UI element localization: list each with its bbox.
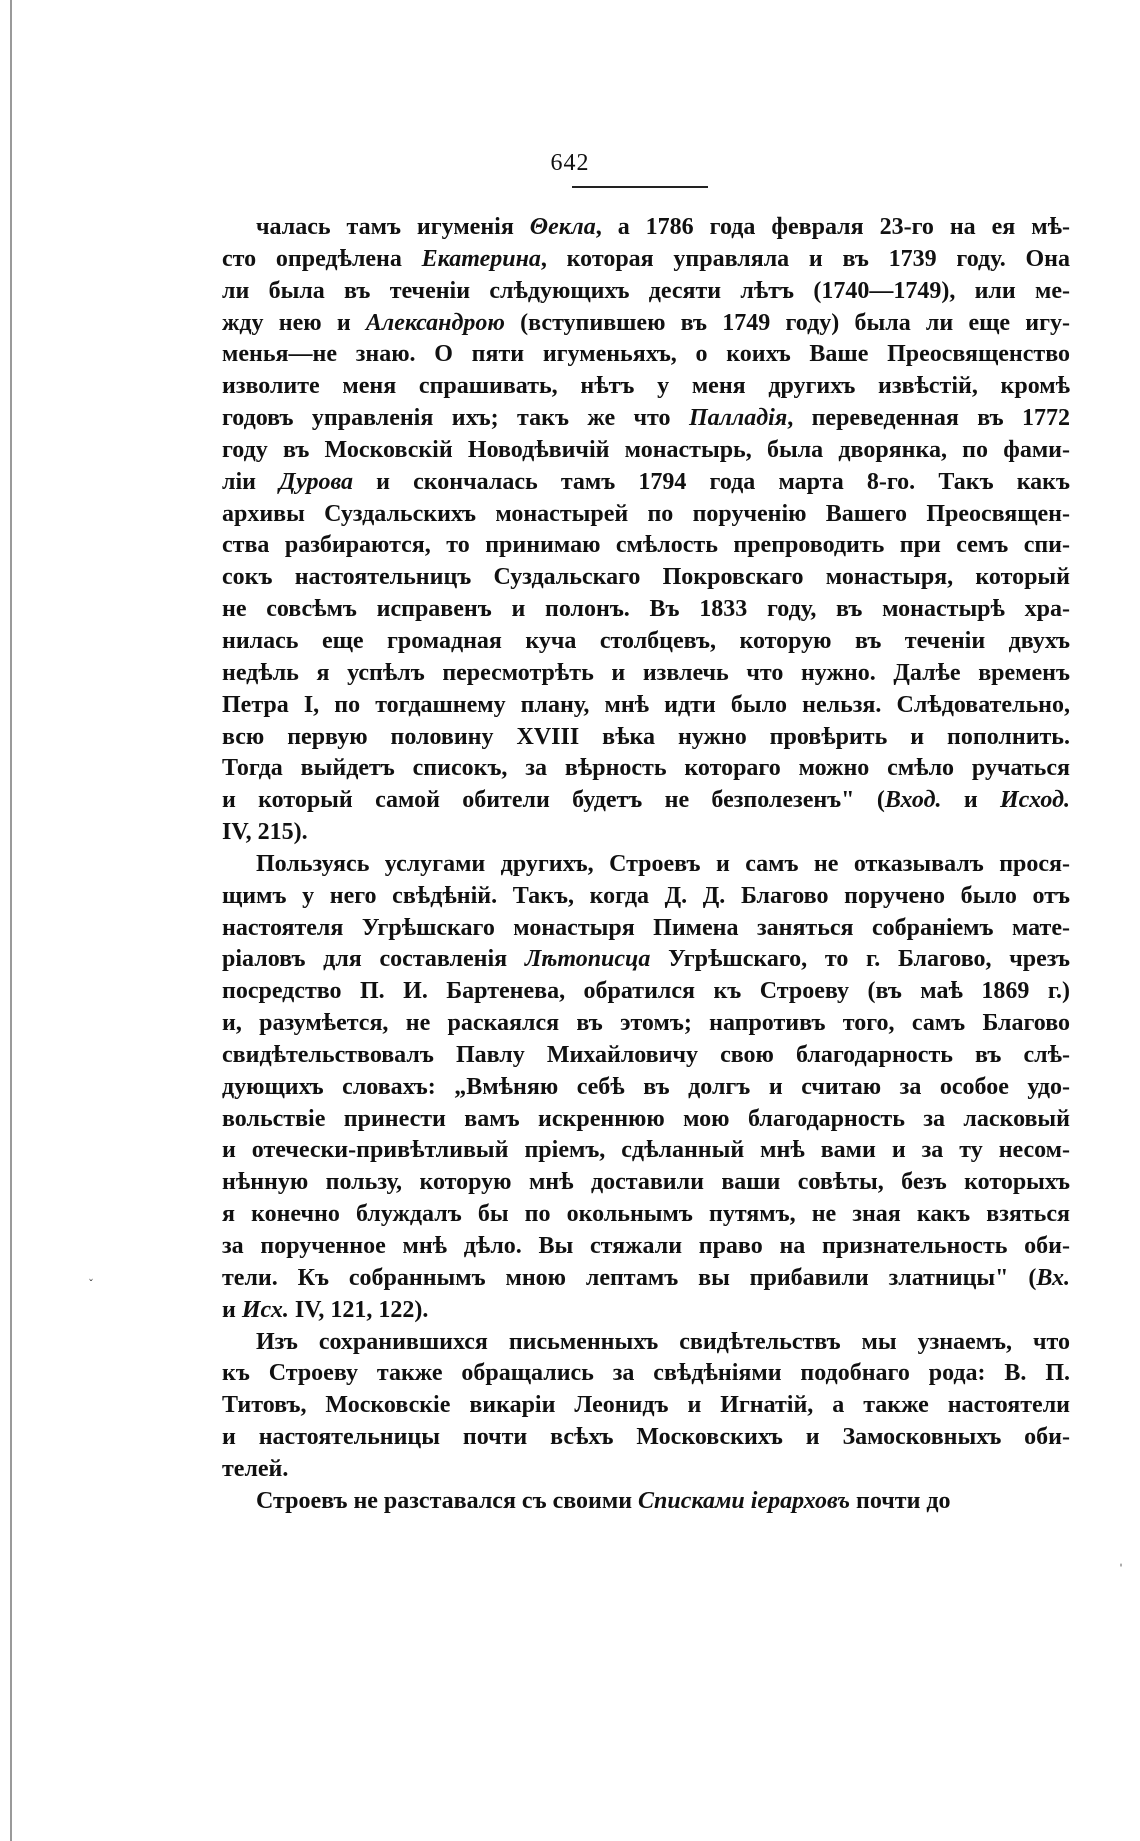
text-segment: чалась тамъ игуменія — [256, 214, 530, 240]
text-segment: Тогда выйдетъ списокъ, за вѣрность котораго можно смѣло ручаться — [222, 755, 1070, 782]
text-line — [222, 403, 1070, 435]
text-segment: IV, 215). — [222, 819, 308, 846]
text-line — [222, 594, 1070, 626]
text-line — [222, 499, 1070, 531]
text-segment: сто опредѣлена — [222, 245, 422, 272]
text-segment: архивы Суздальскихъ монастырей по порученію Вашего Преосвящен- — [222, 500, 1070, 527]
text-segment: Угрѣшскаго, то г. Благово, чрезъ — [650, 946, 1070, 973]
text-segment: всю первую половину XVIII вѣка нужно провѣрить и пополнить. — [222, 723, 1070, 750]
text-segment: и отечески-привѣтливый пріемъ, сдѣланный мнѣ вами и за ту несом- — [222, 1137, 1070, 1164]
text-segment: почти до — [850, 1487, 951, 1514]
text-segment: и который самой обители будетъ не безполезенъ" ( — [222, 787, 885, 814]
italic-segment: Дурова — [279, 468, 353, 495]
italic-segment: Вход. — [884, 787, 942, 814]
text-segment: недѣль я успѣлъ пересмотрѣть и извлечь что нужно. Далѣе временъ — [222, 659, 1070, 686]
text-segment: дующихъ словахъ: „Вмѣняю себѣ въ долгъ и считаю за особое удо- — [222, 1073, 1070, 1100]
text-line — [222, 371, 1070, 403]
text-segment: Строевъ не разставался съ своими — [256, 1487, 639, 1514]
text-segment: я конечно блуждалъ бы по окольнымъ путямъ, не зная какъ взяться — [222, 1201, 1070, 1228]
text-line — [222, 1231, 1070, 1263]
page-number: 642 — [550, 150, 590, 176]
page-number-rule — [572, 186, 708, 188]
text-segment: IV, 121, 122). — [288, 1296, 429, 1323]
italic-segment: Лѣтописца — [524, 946, 651, 973]
text-line — [222, 530, 1070, 562]
text-line — [222, 276, 1070, 308]
text-line — [222, 1167, 1070, 1199]
scan-page-edge — [10, 0, 12, 1841]
text-segment: свидѣтельствовалъ Павлу Михайловичу свою благодарность въ слѣ- — [222, 1041, 1070, 1068]
text-segment: сокъ настоятельницъ Суздальскаго Покровскаго монастыря, который — [222, 564, 1070, 591]
text-segment: за порученное мнѣ дѣло. Вы стяжали право на признательность оби- — [222, 1233, 1070, 1259]
text-line — [222, 212, 1070, 244]
text-line — [222, 913, 1070, 945]
text-segment: нилась еще громадная куча столбцевъ, которую въ теченіи двухъ — [222, 627, 1070, 654]
text-line — [222, 435, 1070, 467]
text-segment: не совсѣмъ исправенъ и полонъ. Въ 1833 году, въ монастырѣ хра- — [222, 596, 1070, 623]
text-line — [222, 1199, 1070, 1231]
text-segment: Пользуясь услугами другихъ, Строевъ и самъ не отказывалъ прося- — [256, 850, 1070, 877]
text-line — [222, 308, 1070, 340]
margin-mark: ˈ — [1118, 1560, 1124, 1580]
text-line — [222, 753, 1070, 785]
text-segment: щимъ у него свѣдѣній. Такъ, когда Д. Д. Благово поручено было отъ — [222, 882, 1070, 909]
text-line — [222, 1104, 1070, 1136]
text-segment: настоятеля Угрѣшскаго монастыря Пимена заняться собраніемъ мате- — [222, 914, 1070, 941]
text-segment: тели. Къ собраннымъ мною лептамъ вы прибавили златницы" ( — [222, 1264, 1037, 1291]
text-line — [222, 339, 1070, 371]
text-line — [222, 1295, 1070, 1327]
text-line — [222, 817, 1070, 849]
text-segment: и — [941, 787, 1001, 814]
text-line — [222, 1327, 1070, 1359]
text-line — [222, 1454, 1070, 1486]
italic-segment: Екатерина — [421, 245, 541, 272]
text-line — [222, 1358, 1070, 1390]
italic-segment: Палладія — [688, 405, 788, 432]
italic-segment: Исх. — [241, 1296, 289, 1323]
text-line — [222, 626, 1070, 658]
text-segment: Петра I, по тогдашнему плану, мнѣ идти было нельзя. Слѣдовательно, — [222, 691, 1070, 718]
text-segment: жду нею и — [222, 309, 366, 336]
text-line — [222, 785, 1070, 817]
italic-segment: Списками іерарховъ — [638, 1487, 851, 1514]
text-segment: году въ Московскій Новодѣвичій монастырь, была дворянка, по фами- — [222, 436, 1070, 463]
text-segment: и — [222, 1296, 242, 1323]
text-line — [222, 1390, 1070, 1422]
italic-segment: Θекла — [529, 214, 596, 240]
text-segment: изволите меня спрашивать, нѣтъ у меня другихъ извѣстій, кромѣ — [222, 373, 1070, 400]
text-line — [222, 1072, 1070, 1104]
text-segment: ства разбираются, то принимаю смѣлость препроводить при семъ спи- — [222, 532, 1070, 559]
text-line — [222, 1040, 1070, 1072]
text-line — [222, 944, 1070, 976]
text-line — [222, 1135, 1070, 1167]
text-segment: и настоятельницы почти всѣхъ Московскихъ и Замосковныхъ оби- — [222, 1424, 1070, 1451]
text-segment: къ Строеву также обращались за свѣдѣніями подобнаго рода: В. П. — [222, 1360, 1070, 1387]
text-line — [222, 1422, 1070, 1454]
text-segment: ли была въ теченіи слѣдующихъ десяти лѣтъ (1740—1749), или ме- — [222, 277, 1070, 304]
body-text — [222, 212, 1070, 1518]
text-line — [222, 467, 1070, 499]
text-segment: годовъ управленія ихъ; такъ же что — [222, 405, 689, 432]
margin-mark: ˯ — [88, 1262, 94, 1282]
text-segment: менья—не знаю. О пяти игуменьяхъ, о коихъ Ваше Преосвященство — [222, 341, 1070, 368]
text-segment: Изъ сохранившихся письменныхъ свидѣтельствъ мы узнаемъ, что — [256, 1328, 1070, 1355]
text-segment: и, разумѣется, не раскаялся въ этомъ; напротивъ того, самъ Благово — [222, 1010, 1070, 1037]
text-segment: и скончалась тамъ 1794 года марта 8-го. Такъ какъ — [353, 468, 1070, 495]
text-segment: телей. — [222, 1455, 289, 1482]
italic-segment: Исход. — [1000, 787, 1070, 814]
text-line — [222, 1486, 1070, 1518]
text-line — [222, 849, 1070, 881]
text-line — [222, 881, 1070, 913]
text-segment: ліи — [222, 468, 280, 495]
text-segment: вольствіе принести вамъ искреннюю мою благодарность за ласковый — [222, 1105, 1070, 1132]
text-segment: Титовъ, Московскіе викаріи Леонидъ и Игнатій, а также настоятели — [222, 1392, 1070, 1419]
text-line — [222, 244, 1070, 276]
text-line — [222, 690, 1070, 722]
text-segment: , переведенная въ 1772 — [787, 405, 1070, 432]
text-segment: , которая управляла и въ 1739 году. Она — [540, 245, 1070, 272]
text-segment: посредство П. И. Бартенева, обратился къ Строеву (въ маѣ 1869 г.) — [222, 978, 1070, 1005]
text-line — [222, 658, 1070, 690]
text-segment: нѣнную пользу, которую мнѣ доставили ваши совѣты, безъ которыхъ — [222, 1169, 1070, 1196]
text-line — [222, 722, 1070, 754]
italic-segment: Вх. — [1036, 1264, 1070, 1291]
italic-segment: Александрою — [365, 309, 505, 336]
text-line — [222, 976, 1070, 1008]
text-line — [222, 1008, 1070, 1040]
text-line — [222, 562, 1070, 594]
text-segment: , а 1786 года февраля 23-го на ея мѣ- — [595, 214, 1070, 240]
text-line — [222, 1263, 1070, 1295]
text-segment: (вступившею въ 1749 году) была ли еще игу- — [504, 309, 1070, 336]
text-segment: ріаловъ для составленія — [222, 946, 525, 973]
